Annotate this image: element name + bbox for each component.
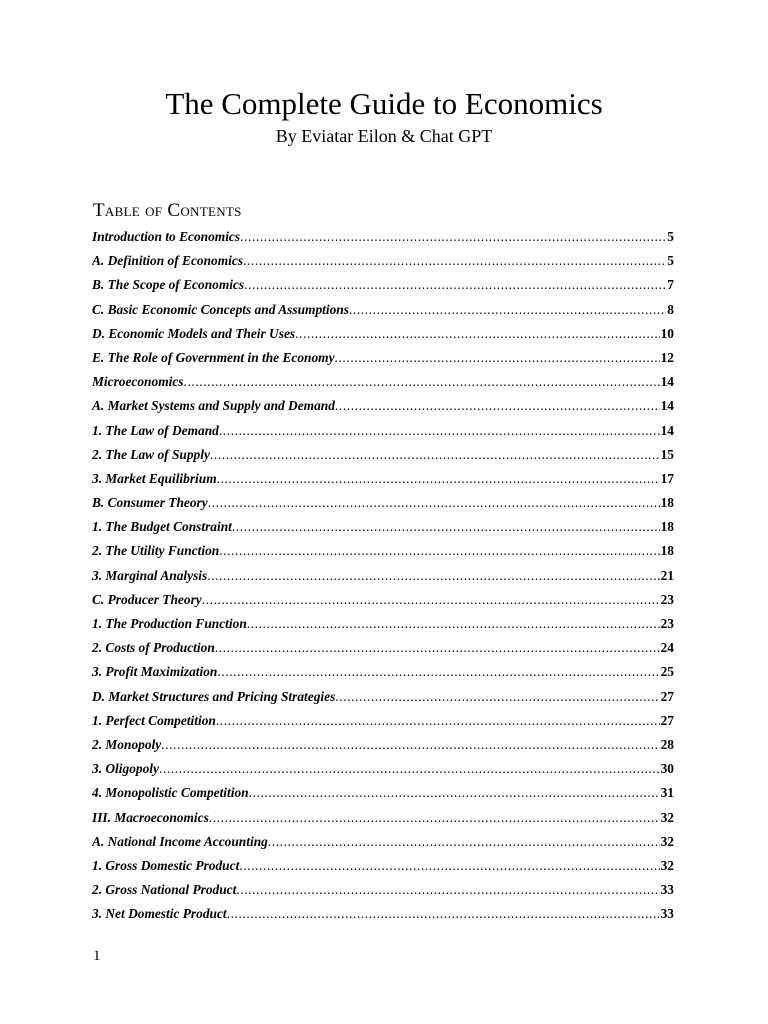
toc-entry-page: 5 bbox=[667, 229, 674, 244]
toc-entry[interactable] bbox=[92, 517, 674, 541]
toc-dot-leader bbox=[236, 880, 659, 900]
toc-entry-title: C. Basic Economic Concepts and Assumptions bbox=[92, 301, 349, 317]
toc-entry[interactable] bbox=[92, 469, 674, 493]
toc-entry-title: 3. Market Equilibrium bbox=[92, 470, 217, 486]
toc-dot-leader bbox=[247, 614, 660, 634]
toc-entry-page: 17 bbox=[660, 470, 674, 486]
page-number: 1 bbox=[93, 948, 101, 964]
toc-entry-title: Microeconomics bbox=[92, 374, 184, 390]
toc-entry[interactable] bbox=[92, 759, 674, 783]
toc-entry-page: 12 bbox=[660, 349, 674, 365]
toc-entry[interactable] bbox=[92, 300, 674, 324]
toc-entry[interactable] bbox=[92, 856, 674, 880]
toc-dot-leader bbox=[249, 783, 660, 803]
toc-entry-title: A. Market Systems and Supply and Demand bbox=[92, 398, 335, 414]
toc-dot-leader bbox=[232, 517, 660, 537]
toc-entry[interactable] bbox=[92, 880, 674, 904]
toc-entry-page: 30 bbox=[660, 761, 674, 777]
toc-heading: Table of Contents bbox=[93, 200, 242, 221]
toc-entry-page: 18 bbox=[660, 519, 674, 535]
toc-entry-title: 2. The Law of Supply bbox=[92, 446, 210, 462]
toc-entry-title: 2. Gross National Product bbox=[92, 882, 237, 898]
toc-entry[interactable] bbox=[92, 227, 674, 251]
toc-entry[interactable] bbox=[92, 445, 674, 469]
toc-dot-leader bbox=[207, 566, 659, 586]
toc-entry-page: 31 bbox=[660, 785, 674, 801]
toc-entry[interactable] bbox=[92, 711, 674, 735]
toc-entry-page: 8 bbox=[667, 301, 674, 317]
toc-entry[interactable] bbox=[92, 372, 674, 396]
toc-entry-title: B. The Scope of Economics bbox=[92, 277, 245, 293]
toc-dot-leader bbox=[244, 275, 666, 295]
toc-dot-leader bbox=[202, 590, 660, 610]
document-title: The Complete Guide to Economics bbox=[165, 86, 603, 121]
toc-entry-title: 1. Gross Domestic Product bbox=[92, 857, 240, 873]
toc-entry[interactable] bbox=[92, 396, 674, 420]
toc-entry-title: A. Definition of Economics bbox=[92, 253, 244, 269]
toc-dot-leader bbox=[240, 227, 666, 247]
toc-entry[interactable] bbox=[92, 832, 674, 856]
toc-dot-leader bbox=[215, 638, 660, 658]
toc-entry-title: 1. The Production Function bbox=[92, 616, 247, 631]
toc-entry-title: D. Market Structures and Pricing Strategies bbox=[92, 688, 336, 704]
toc-entry-title: D. Economic Models and Their Uses bbox=[92, 325, 296, 341]
toc-entry-page: 23 bbox=[660, 616, 674, 631]
toc-entry[interactable] bbox=[92, 493, 674, 517]
toc-entry[interactable] bbox=[92, 275, 674, 299]
toc-dot-leader bbox=[335, 348, 660, 368]
toc-entry[interactable] bbox=[92, 541, 674, 565]
toc-entry-title: 3. Net Domestic Product bbox=[92, 906, 227, 922]
toc-entry[interactable] bbox=[92, 808, 674, 832]
toc-entry[interactable] bbox=[92, 904, 674, 928]
toc-dot-leader bbox=[219, 541, 659, 561]
toc-dot-leader bbox=[227, 904, 660, 924]
toc-dot-leader bbox=[335, 396, 660, 416]
toc-entry-title: 2. Monopoly bbox=[92, 736, 162, 752]
toc-entry-page: 14 bbox=[660, 374, 674, 390]
toc-dot-leader bbox=[268, 832, 660, 852]
toc-entry-page: 27 bbox=[660, 688, 674, 704]
toc-entry[interactable] bbox=[92, 421, 674, 445]
toc-dot-leader bbox=[159, 759, 660, 779]
toc-entry-page: 7 bbox=[667, 277, 674, 293]
toc-entry-title: 1. The Law of Demand bbox=[92, 422, 219, 438]
toc-dot-leader bbox=[209, 808, 660, 828]
toc-entry-page: 33 bbox=[660, 882, 674, 898]
toc-entry[interactable] bbox=[92, 687, 674, 711]
toc-dot-leader bbox=[243, 251, 666, 271]
toc-entry-page: 32 bbox=[660, 857, 674, 873]
toc-entry-title: 2. Costs of Production bbox=[92, 640, 215, 656]
toc-entry[interactable] bbox=[92, 783, 674, 807]
toc-entry-page: 32 bbox=[660, 809, 674, 825]
toc-entry[interactable] bbox=[92, 324, 674, 348]
toc-dot-leader bbox=[210, 445, 660, 465]
toc-entry-title: B. Consumer Theory bbox=[92, 495, 208, 511]
toc-entry-title: 1. The Budget Constraint bbox=[92, 519, 232, 535]
toc-entry-page: 18 bbox=[660, 495, 674, 511]
toc-entry-page: 10 bbox=[660, 325, 674, 341]
toc-dot-leader bbox=[219, 421, 660, 441]
toc-entry-title: 3. Oligopoly bbox=[92, 761, 159, 777]
toc-dot-leader bbox=[208, 493, 660, 513]
toc-entry[interactable] bbox=[92, 735, 674, 759]
toc-entry-page: 23 bbox=[660, 591, 674, 607]
toc-dot-leader bbox=[295, 324, 660, 344]
toc-entry-title: 4. Monopolistic Competition bbox=[92, 785, 249, 801]
toc-entry-title: 2. The Utility Function bbox=[92, 543, 220, 559]
toc-dot-leader bbox=[335, 687, 659, 707]
toc-entry-page: 21 bbox=[660, 567, 674, 583]
table-of-contents bbox=[92, 227, 674, 928]
toc-entry-title: 3. Profit Maximization bbox=[92, 664, 218, 680]
toc-entry[interactable] bbox=[92, 614, 674, 638]
toc-entry-title: Introduction to Economics bbox=[92, 229, 241, 244]
toc-dot-leader bbox=[349, 300, 666, 320]
toc-entry[interactable] bbox=[92, 590, 674, 614]
document-subtitle: By Eviatar Eilon & Chat GPT bbox=[275, 126, 493, 146]
toc-entry-title: E. The Role of Government in the Economy bbox=[92, 349, 335, 365]
toc-dot-leader bbox=[161, 735, 659, 755]
toc-entry[interactable] bbox=[92, 662, 674, 686]
toc-entry-title: 3. Marginal Analysis bbox=[92, 567, 208, 583]
toc-entry[interactable] bbox=[92, 251, 674, 275]
toc-entry-title: 1. Perfect Competition bbox=[92, 712, 216, 728]
toc-dot-leader bbox=[184, 372, 660, 392]
toc-entry[interactable] bbox=[92, 638, 674, 662]
toc-entry-page: 28 bbox=[660, 736, 674, 752]
toc-entry-page: 18 bbox=[660, 543, 674, 559]
toc-entry-page: 32 bbox=[660, 833, 674, 849]
toc-entry-page: 5 bbox=[667, 253, 674, 269]
toc-dot-leader bbox=[217, 469, 660, 489]
toc-entry-title: III. Macroeconomics bbox=[92, 809, 209, 825]
toc-entry-title: C. Producer Theory bbox=[92, 591, 202, 607]
toc-entry-title: A. National Income Accounting bbox=[92, 833, 268, 849]
toc-entry-page: 15 bbox=[660, 446, 674, 462]
toc-entry-page: 33 bbox=[660, 906, 674, 922]
toc-entry-page: 14 bbox=[660, 398, 674, 414]
toc-entry-page: 25 bbox=[660, 664, 674, 680]
toc-entry-page: 27 bbox=[660, 712, 674, 728]
toc-dot-leader bbox=[217, 662, 659, 682]
toc-entry[interactable] bbox=[92, 348, 674, 372]
toc-entry-page: 14 bbox=[660, 422, 674, 438]
toc-dot-leader bbox=[239, 856, 659, 876]
toc-entry[interactable] bbox=[92, 566, 674, 590]
toc-dot-leader bbox=[216, 711, 660, 731]
toc-entry-page: 24 bbox=[660, 640, 674, 656]
